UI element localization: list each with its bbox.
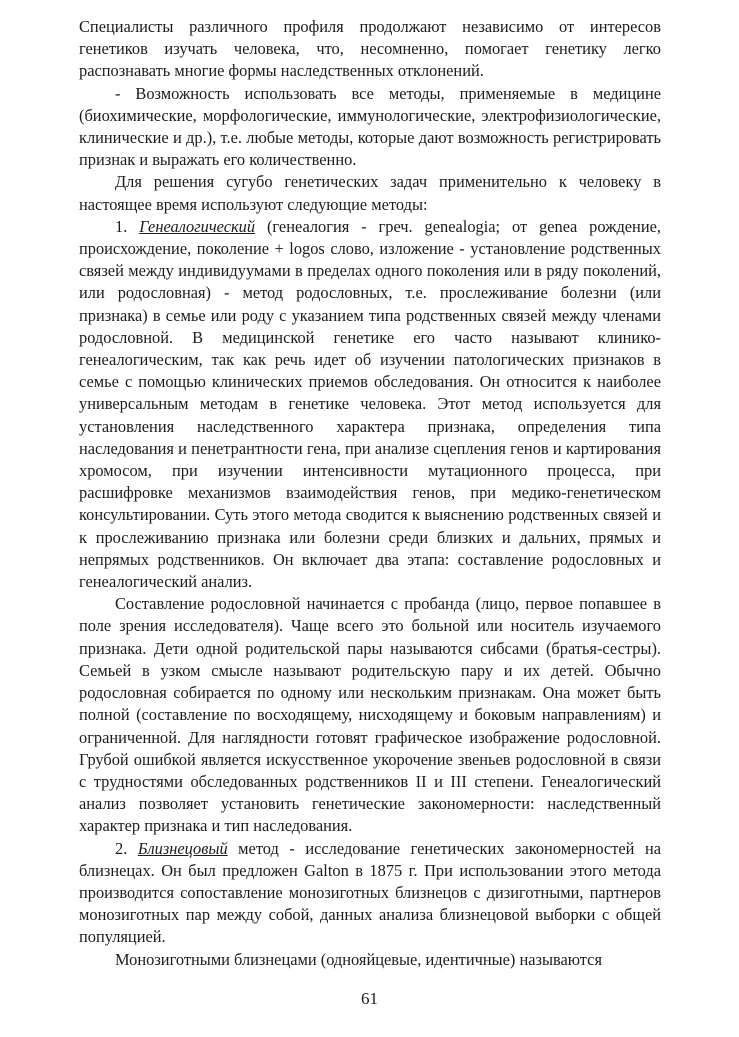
document-body	[79, 16, 661, 971]
paragraph-text: метод - исследование генетических закономерностей на близнецах. Он был предложен Galton в 1875 г. При использовании этого метода производится сопоставление монозиготных близнецов с дизиготными, партнеров монозиготных пар между собой, данных анализа близнецовой выборки с общей популяцией.	[79, 838, 661, 947]
paragraph-methods-intro: Для решения сугубо генетических задач применительно к человеку в настоящее время используют следующие методы:	[79, 172, 661, 214]
paragraph-twin-method	[79, 838, 661, 949]
item-number: 2.	[115, 838, 128, 858]
item-number: 1.	[115, 216, 128, 236]
paragraph-methods-possibility: - Возможность использовать все методы, применяемые в медицине (биохимические, морфологические, иммунологические, электрофизиологические, клинические и др.), т.е. любые методы, которые дают возможность регистрировать признак и выражать его количественно.	[79, 83, 661, 170]
method-name-genealogical: Генеалогический	[139, 216, 256, 236]
paragraph-genealogical-method	[79, 216, 661, 593]
paragraph-monozygotic: Монозиготными близнецами (однояйцевые, идентичные) называются	[115, 949, 602, 969]
page-number: 61	[361, 989, 378, 1008]
paragraph-specialists: Специалисты различного профиля продолжают независимо от интересов генетиков изучать человека, что, несомненно, помогает генетику легко распознавать многие формы наследственных отклонений.	[79, 17, 661, 81]
method-name-twin: Близнецовый	[137, 838, 228, 858]
paragraph-text: (генеалогия - греч. genealogia; от genea рождение, происхождение, поколение + logos слово, изложение - установление родственных связей между индивидуумами в пределах одного поколения или в ряду поколений, или родословная) - метод родословных, т.е. прослеживание болезни (или признака) в семье или роду с указанием типа родственных связей между членами родословной. В медицинской генетике его часто называют клинико-генеалогическим, так как речь идет об изучении патологических признаков в семье с помощью клинических приемов обследования. Он относится к наиболее универсальным методам в генетике человека. Этот метод используется для установления наследственного характера признака, определения типа наследования и пенетрантности гена, при анализе сцепления генов и картирования хромосом, при изучении интенсивности мутационного процесса, при расшифровке механизмов взаимодействия генов, при медико-генетическом консультировании. Суть этого метода сводится к выяснению родственных связей и к прослеживанию признака или болезни среди близких и дальних, прямых и непрямых родственников. Он включает два этапа: составление родословных и генеалогический анализ.	[79, 216, 661, 592]
paragraph-pedigree: Составление родословной начинается с пробанда (лицо, первое попавшее в поле зрения исследователя). Чаще всего это больной или носитель изучаемого признака. Дети одной родительской пары называются сибсами (братья-сестры). Семьей в узком смысле называют родительскую пару и их детей. Обычно родословная собирается по одному или нескольким признакам. Она может быть полной (составление по восходящему, нисходящему и боковым направлениям) и ограниченной. Для наглядности готовят графическое изображение родословной. Грубой ошибкой является искусственное укорочение звеньев родословной в связи с трудностями обследованных родственников II и III степени. Генеалогический анализ позволяет установить генетические закономерности: наследственный характер признака и тип наследования.	[79, 594, 661, 836]
